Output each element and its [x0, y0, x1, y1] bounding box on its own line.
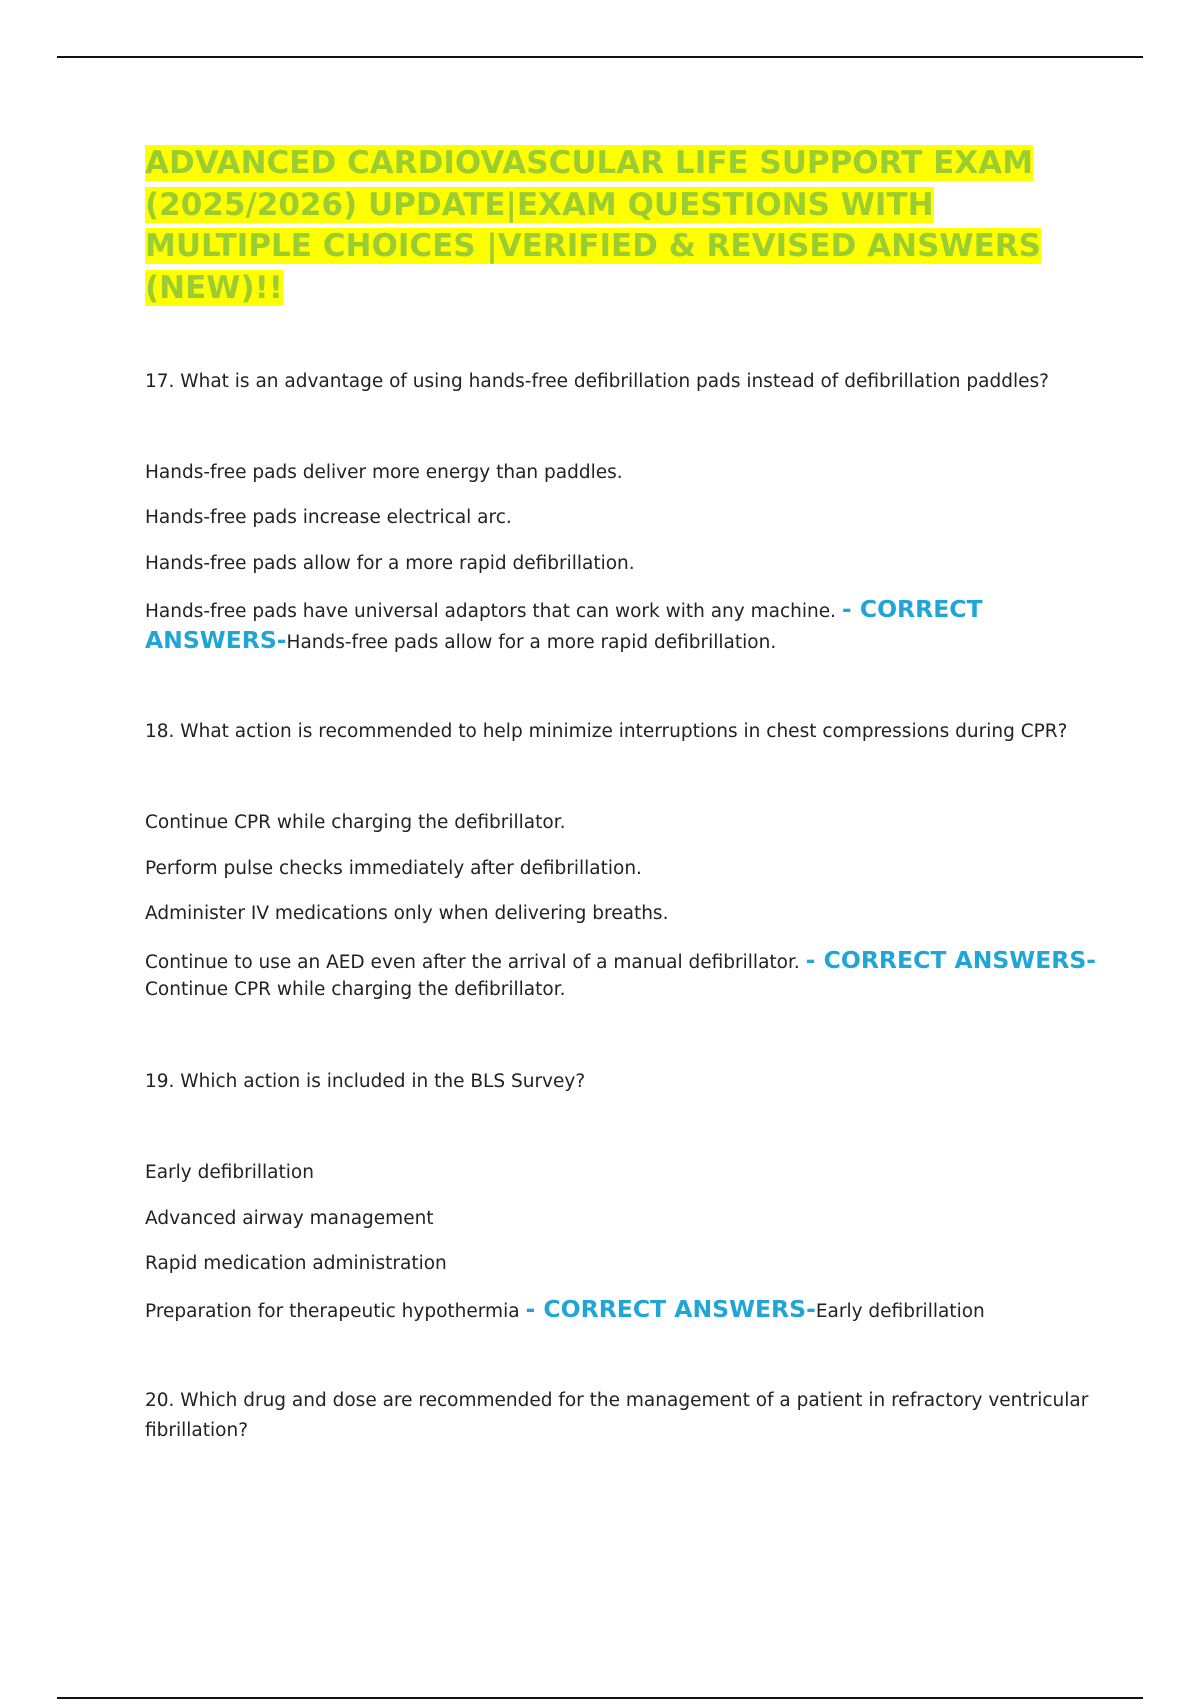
q19-answer: Early defibrillation: [815, 1301, 985, 1322]
q17-option-1: Hands-free pads deliver more energy than paddles.: [145, 462, 623, 483]
bottom-rule: [57, 1697, 1143, 1699]
top-rule: [57, 56, 1143, 58]
document-title: [145, 143, 1085, 309]
q17-answer-line: [145, 625, 776, 658]
q17-option-2: Hands-free pads increase electrical arc.: [145, 507, 512, 528]
q18-option-4: Continue to use an AED even after the arrival of a manual defibrillator.: [145, 952, 800, 973]
q19-option-3: Rapid medication administration: [145, 1253, 447, 1274]
q19-option-4-line: [145, 1294, 985, 1327]
title-highlight: ADVANCED CARDIOVASCULAR LIFE SUPPORT EXAM (2025/2026) UPDATE|EXAM QUESTIONS WITH MULTIPLE CHOICES |VERIFIED & REVISED ANSWERS (NEW)!!: [145, 145, 1041, 306]
question-17: 17. What is an advantage of using hands-free defibrillation pads instead of defibrillation paddles?: [145, 371, 1049, 392]
q18-option-1: Continue CPR while charging the defibrillator.: [145, 812, 566, 833]
q18-option-4-line: [145, 945, 1096, 978]
question-18: 18. What action is recommended to help minimize interruptions in chest compressions during CPR?: [145, 721, 1068, 742]
q18-answer: Continue CPR while charging the defibrillator.: [145, 979, 566, 1000]
q18-correct-label: - CORRECT ANSWERS-: [805, 946, 1097, 974]
q18-option-3: Administer IV medications only when delivering breaths.: [145, 903, 669, 924]
q19-option-1: Early defibrillation: [145, 1162, 314, 1183]
q19-option-2: Advanced airway management: [145, 1208, 434, 1229]
q17-answer: Hands-free pads allow for a more rapid defibrillation.: [286, 632, 777, 653]
q17-option-4-line: [145, 594, 983, 627]
q19-correct-label: - CORRECT ANSWERS-: [525, 1295, 816, 1323]
question-20: 20. Which drug and dose are recommended for the management of a patient in refractory ventricular fibrillation?: [145, 1390, 1089, 1441]
question-19: 19. Which action is included in the BLS Survey?: [145, 1071, 586, 1092]
q19-option-4: Preparation for therapeutic hypothermia: [145, 1301, 520, 1322]
q17-correct-label-b: ANSWERS-: [145, 626, 287, 654]
q17-option-4: Hands-free pads have universal adaptors that can work with any machine.: [145, 601, 836, 622]
q18-option-2: Perform pulse checks immediately after defibrillation.: [145, 858, 642, 879]
q17-option-3: Hands-free pads allow for a more rapid defibrillation.: [145, 553, 635, 574]
q17-correct-label-a: - CORRECT: [841, 595, 983, 623]
